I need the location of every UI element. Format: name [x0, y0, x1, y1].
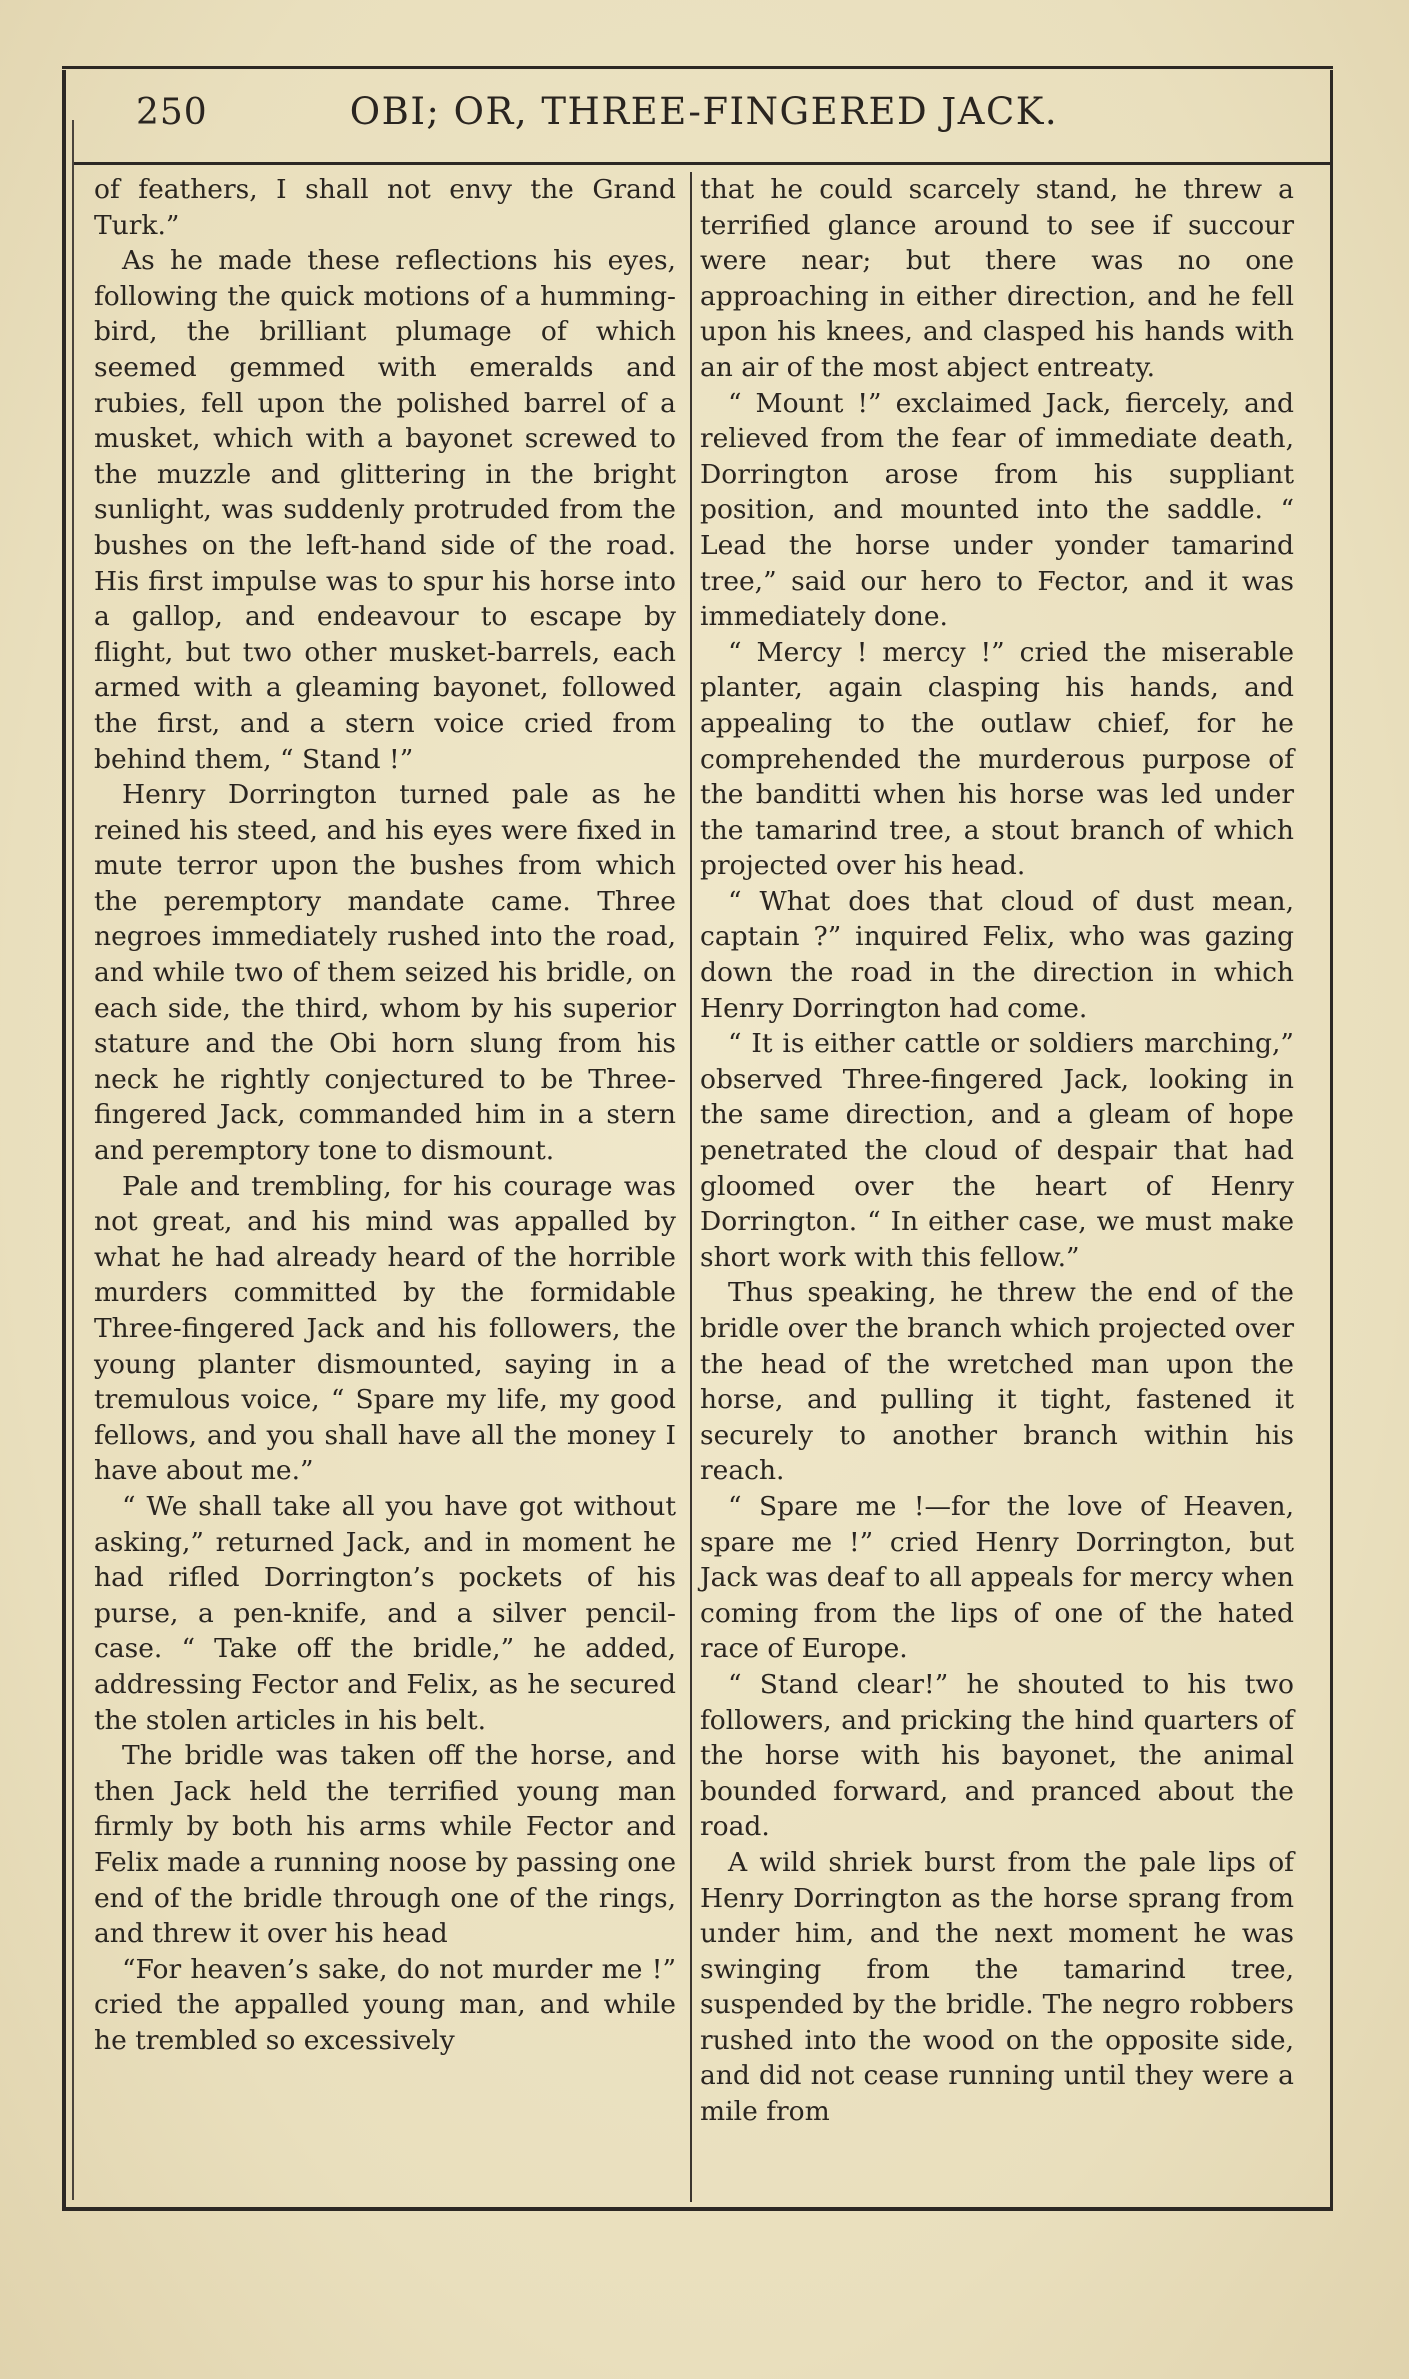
- paragraph: “ What does that cloud of dust mean, captain ?” inquired Felix, who was gazing down the road in the direction in which Henry Dorrington had come.: [700, 885, 1294, 1024]
- footer-rule: [62, 2207, 1333, 2211]
- paragraph: “ Mount !” exclaimed Jack, fiercely, and relieved from the fear of immediate death, Dorrington arose from his suppliant position, and mounted into the saddle. “ Lead the horse under yonder tamarind tree,” said our hero to Fector, and it was immediately done.: [700, 387, 1294, 633]
- paragraph: Henry Dorrington turned pale as he reined his steed, and his eyes were fixed in mute terror upon the bushes from which the peremptory mandate came. Three negroes immediately rushed into the road, and while two of them seized his bridle, on each side, the third, whom by his superior stature and the Obi horn slung from his neck he rightly conjectured to be Three-fingered Jack, commanded him in a stern and peremptory tone to dismount.: [94, 779, 676, 1167]
- frame-left-inner-rule: [72, 120, 74, 2200]
- paragraph: “For heaven’s sake, do not murder me !” cried the appalled young man, and while he trembled so excessively: [94, 1953, 676, 2056]
- column-divider: [690, 172, 692, 2202]
- running-title: OBI; OR, THREE-FINGERED JACK.: [349, 90, 1059, 133]
- frame-left-rule: [62, 70, 66, 2210]
- paragraph: of feathers, I shall not envy the Grand Turk.”: [94, 174, 676, 241]
- paragraph: Thus speaking, he threw the end of the bridle over the branch which projected over the head of the wretched man upon the horse, and pulling it tight, fastened it securely to another branch within his reach.: [700, 1277, 1294, 1487]
- frame-top-rule: [62, 66, 1333, 69]
- paragraph: A wild shriek burst from the pale lips of Henry Dorrington as the horse sprang from under him, and the next moment he was swinging from the tamarind tree, suspended by the bridle. The negro robbers rushed into the wood on the opposite side, and did not cease running until they were a mile from: [700, 1846, 1294, 2128]
- paragraph: Pale and trembling, for his courage was not great, and his mind was appalled by what he had already heard of the horrible murders committed by the formidable Three-fingered Jack and his followers, the young planter dismounted, saying in a tremulous voice, “ Spare my life, my good fellows, and you shall have all the money I have about me.”: [94, 1170, 676, 1487]
- paragraph: that he could scarcely stand, he threw a terrified glance around to see if succour were near; but there was no one approaching in either direction, and he fell upon his knees, and clasped his hands with an air of the most abject entreaty.: [700, 174, 1294, 383]
- header-rule: [74, 162, 1330, 165]
- page-header: [74, 88, 1330, 158]
- paragraph: “ Mercy ! mercy !” cried the miserable planter, again clasping his hands, and appealing to the outlaw chief, for he comprehended the murderous purpose of the banditti when his horse was led under the tamarind tree, a stout branch of which projected over his head.: [700, 636, 1294, 882]
- left-column: [94, 172, 676, 2058]
- right-column: [700, 172, 1294, 2130]
- paragraph: “ We shall take all you have got without asking,” returned Jack, and in moment he had rifled Dorrington’s pockets of his purse, a pen-knife, and a silver pencil-case. “ Take off the bridle,” he added, addressing Fector and Felix, as he secured the stolen articles in his belt.: [94, 1490, 676, 1736]
- paragraph: The bridle was taken off the horse, and then Jack held the terrified young man firmly by both his arms while Fector and Felix made a running noose by passing one end of the bridle through one of the rings, and threw it over his head: [94, 1740, 676, 1950]
- paragraph: “ Spare me !—for the love of Heaven, spare me !” cried Henry Dorrington, but Jack was deaf to all appeals for mercy when coming from the lips of one of the hated race of Europe.: [700, 1490, 1294, 1665]
- paragraph: “ Stand clear!” he shouted to his two followers, and pricking the hind quarters of the horse with his bayonet, the animal bounded forward, and pranced about the road.: [700, 1668, 1294, 1843]
- paragraph: As he made these reflections his eyes, following the quick motions of a humming-bird, the brilliant plumage of which seemed gemmed with emeralds and rubies, fell upon the polished barrel of a musket, which with a bayonet screwed to the muzzle and glittering in the bright sunlight, was suddenly protruded from the bushes on the left-hand side of the road. His first impulse was to spur his horse into a gallop, and endeavour to escape by flight, but two other musket-barrels, each armed with a gleaming bayonet, followed the first, and a stern voice cried from behind them, “ Stand !”: [94, 245, 676, 775]
- paragraph: “ It is either cattle or soldiers marching,” observed Three-fingered Jack, looking in the same direction, and a gleam of hope penetrated the cloud of despair that had gloomed over the heart of Henry Dorrington. “ In either case, we must make short work with this fellow.”: [700, 1028, 1294, 1273]
- page-number: 250: [136, 92, 208, 133]
- frame-right-rule: [1330, 70, 1333, 2210]
